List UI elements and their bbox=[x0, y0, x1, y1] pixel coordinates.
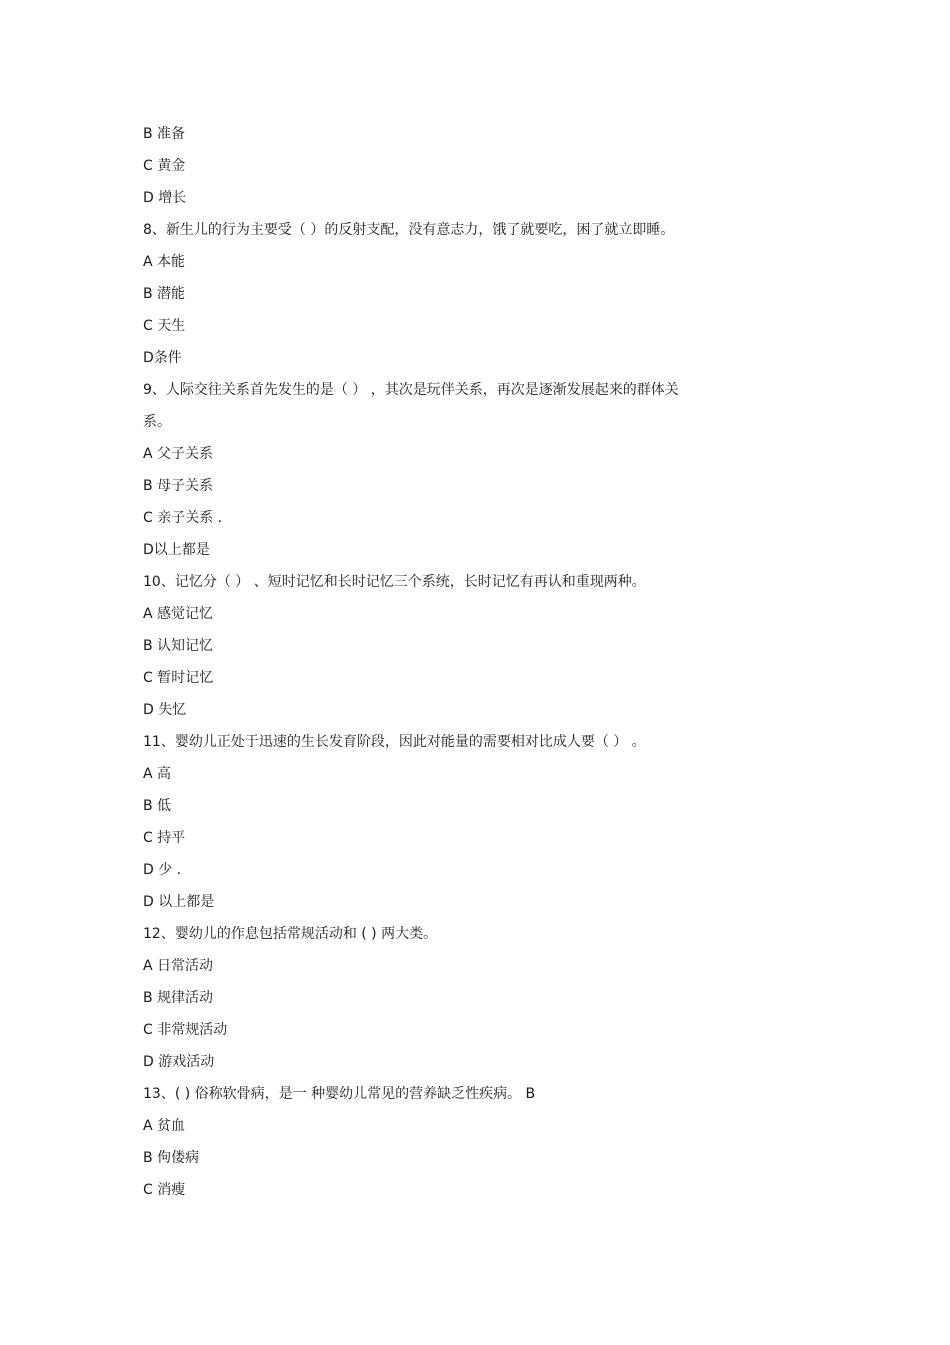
option-line: C 黄金 bbox=[143, 158, 186, 174]
option-line: D 少 . bbox=[143, 862, 182, 878]
question-8: 8、新生儿的行为主要受（ ）的反射支配，没有意志力，饿了就要吃，困了就立即睡。 bbox=[143, 222, 675, 238]
option-line: A 高 bbox=[143, 766, 172, 782]
question-9-continuation: 系。 bbox=[143, 414, 171, 430]
option-line: B 低 bbox=[143, 798, 172, 814]
option-line: D 游戏活动 bbox=[143, 1054, 215, 1070]
question-11: 11、婴幼儿正处于迅速的生长发育阶段，因此对能量的需要相对比成人要（ ） 。 bbox=[143, 734, 646, 750]
option-line: B 佝偻病 bbox=[143, 1150, 200, 1166]
option-line: B 准备 bbox=[143, 126, 186, 142]
option-line: C 暂时记忆 bbox=[143, 670, 214, 686]
question-12: 12、婴幼儿的作息包括常规活动和 ( ) 两大类。 bbox=[143, 926, 438, 942]
option-line: D 以上都是 bbox=[143, 894, 215, 910]
option-line: B 认知记忆 bbox=[143, 638, 214, 654]
option-line: C 持平 bbox=[143, 830, 186, 846]
option-line: C 亲子关系 . bbox=[143, 510, 223, 526]
option-line: A 感觉记忆 bbox=[143, 606, 214, 622]
option-line: A 本能 bbox=[143, 254, 186, 270]
option-line: B 母子关系 bbox=[143, 478, 214, 494]
option-line: D以上都是 bbox=[143, 542, 210, 558]
question-9: 9、人际交往关系首先发生的是（ ） ，其次是玩伴关系，再次是逐渐发展起来的群体关 bbox=[143, 382, 679, 398]
option-line: B 规律活动 bbox=[143, 990, 214, 1006]
option-line: A 日常活动 bbox=[143, 958, 214, 974]
option-line: D 增长 bbox=[143, 190, 187, 206]
option-line: C 消瘦 bbox=[143, 1182, 186, 1198]
option-line: B 潜能 bbox=[143, 286, 186, 302]
question-13: 13、( ) 俗称软骨病，是一 种婴幼儿常见的营养缺乏性疾病。 B bbox=[143, 1086, 536, 1102]
option-line: D 失忆 bbox=[143, 702, 187, 718]
option-line: A 贫血 bbox=[143, 1118, 186, 1134]
option-line: C 非常规活动 bbox=[143, 1022, 228, 1038]
option-line: D条件 bbox=[143, 350, 182, 366]
question-list bbox=[143, 118, 783, 1206]
option-line: A 父子关系 bbox=[143, 446, 214, 462]
option-line: C 天生 bbox=[143, 318, 186, 334]
question-10: 10、记忆分（ ） 、短时记忆和长时记忆三个系统，长时记忆有再认和重现两种。 bbox=[143, 574, 646, 590]
